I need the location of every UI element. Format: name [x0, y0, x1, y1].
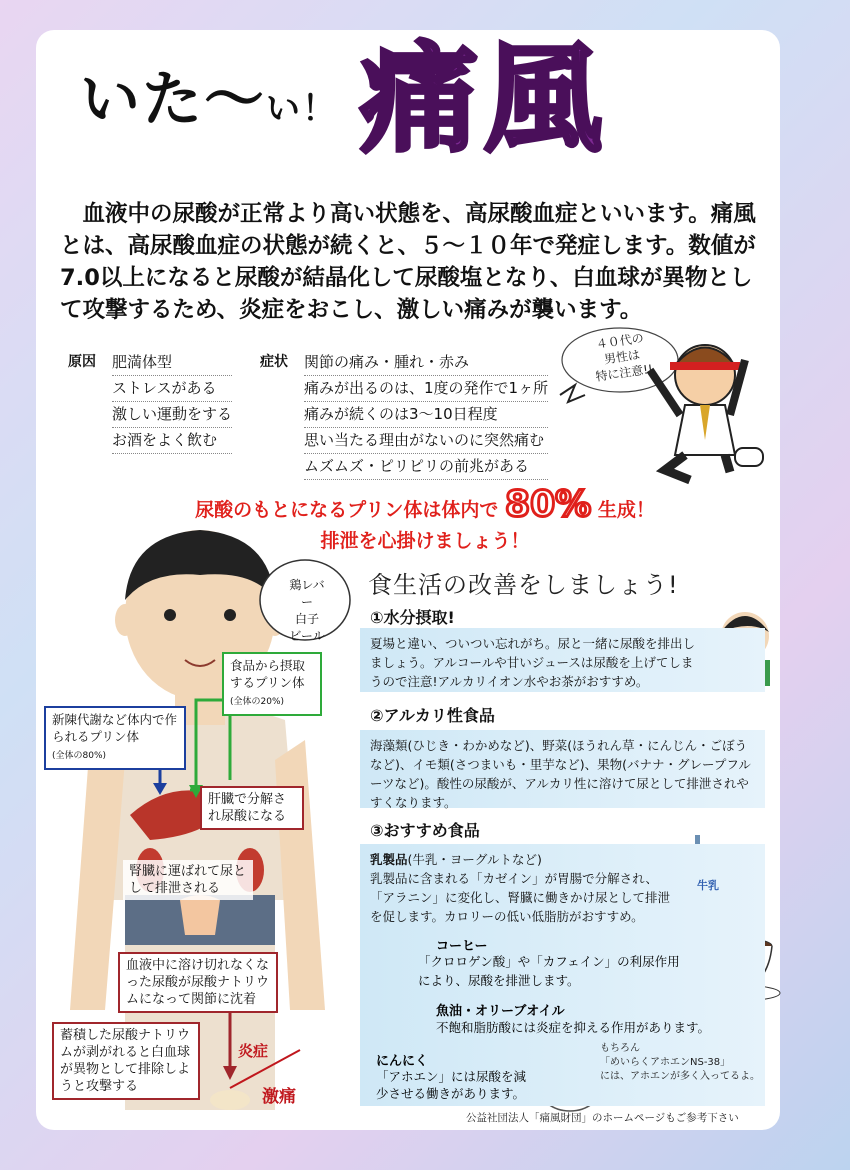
- page-title: 痛風: [360, 29, 609, 168]
- purine-message: 尿酸のもとになるプリン体は体内で 80% 生成！: [195, 484, 655, 525]
- cause-item: 激しい運動をする: [112, 402, 232, 428]
- symptoms-label: 症状: [260, 354, 288, 370]
- diet-section-title: 食生活の改善をしましょう!: [368, 571, 679, 599]
- intro-paragraph: 血液中の尿酸が正常より高い状態を、高尿酸血症といいます。痛風とは、高尿酸血症の状態が続くと、５〜１０年で発症します。数値が7.0以上になると尿酸が結晶化して尿酸塩となり、白血球が異物として攻撃するため、炎症をおこし、激しい痛みが襲います。: [60, 201, 756, 323]
- recommended-heading: ③おすすめ食品: [370, 821, 480, 840]
- dairy-heading: 乳製品(牛乳・ヨーグルトなど): [370, 852, 542, 867]
- symptom-item: ムズムズ・ピリピリの前兆がある: [304, 454, 548, 480]
- purine-percent: 80%: [505, 484, 592, 525]
- water-heading: ①水分摂取!: [370, 608, 455, 627]
- attack-label: 蓄積した尿酸ナトリウムが剥がれると白血球が異物として排除しようと攻撃する: [52, 1022, 200, 1100]
- coffee-heading: コーヒー: [436, 939, 488, 954]
- warning-bubble: ４０代の 男性は 特に注意!!: [594, 330, 654, 384]
- symptom-item: 思い当たる理由がないのに突然痛む: [304, 428, 548, 454]
- dairy-text: 乳製品に含まれる「カゼイン」が胃腸で分解され、「アラニン」に変化し、腎臓に働きかけ尿として排泄を促します。カロリーの低い低脂肪がおすすめ。: [370, 871, 671, 924]
- food-purine-label: 食品から摂取するプリン体 (全体の20%): [222, 652, 322, 716]
- footer-note: 公益社団法人「痛風財団」のホームページもご参考下さい: [466, 1112, 739, 1124]
- cause-item: ストレスがある: [112, 376, 232, 402]
- milk-label: 牛乳: [697, 879, 719, 892]
- causes-label: 原因: [68, 354, 96, 370]
- blood-label: 血液中に溶け切れなくなった尿酸が尿酸ナトリウムになって関節に沈着: [118, 952, 278, 1013]
- title-exclaim: いた〜い！: [80, 65, 338, 135]
- cause-item: お酒をよく飲む: [112, 428, 232, 454]
- symptom-item: 関節の痛み・腫れ・赤み: [304, 350, 548, 376]
- severe-pain-tag: 激痛: [262, 1087, 296, 1107]
- symptom-item: 痛みが出るのは、1度の発作で1ヶ所: [304, 376, 548, 402]
- liver-label: 肝臓で分解され尿酸になる: [200, 786, 304, 830]
- coffee-text: 「クロロゲン酸」や「カフェイン」の利尿作用により、尿酸を排泄します。: [418, 954, 680, 988]
- cause-item: 肥満体型: [112, 350, 232, 376]
- inflammation-tag: 炎症: [238, 1042, 269, 1060]
- body-purine-label: 新陳代謝など体内で作られるプリン体 (全体の80%): [44, 706, 186, 770]
- garlic-text: 「アホエン」には尿酸を減少させる働きがあります。: [376, 1069, 527, 1101]
- oil-heading: 魚油・オリーブオイル: [436, 1004, 565, 1019]
- garlic-bubble: もちろん 「めいらくアホエンNS-38」 には、アホエンが多く入ってるよ。: [600, 1043, 760, 1082]
- kidney-label: 腎臓に運ばれて尿として排泄される: [123, 860, 253, 900]
- water-panel: 夏場と違い、ついつい忘れがち。尿と一緒に尿酸を排出しましょう。アルコールや甘いジュースは尿酸を上げてしまうので注意!アルカリイオン水やお茶がおすすめ。: [360, 628, 765, 692]
- purine-message-line2: 排泄を心掛けましょう！: [320, 530, 530, 552]
- alkaline-heading: ②アルカリ性食品: [370, 706, 495, 725]
- symptom-item: 痛みが続くのは3〜10日程度: [304, 402, 548, 428]
- garlic-heading: にんにく: [376, 1054, 429, 1069]
- alkaline-panel: 海藻類(ひじき・わかめなど)、野菜(ほうれん草・にんじん・ごぼうなど)、イモ類(さつまいも・里芋など)、果物(バナナ・グレープフルーツなど)。酸性の尿酸が、アルカリ性に溶けて尿として排泄されやすくなります。: [360, 730, 765, 808]
- food-bubble: 鶏レバー 白子 ビール: [289, 578, 325, 643]
- oil-text: 不飽和脂肪酸には炎症を抑える作用があります。: [436, 1020, 711, 1035]
